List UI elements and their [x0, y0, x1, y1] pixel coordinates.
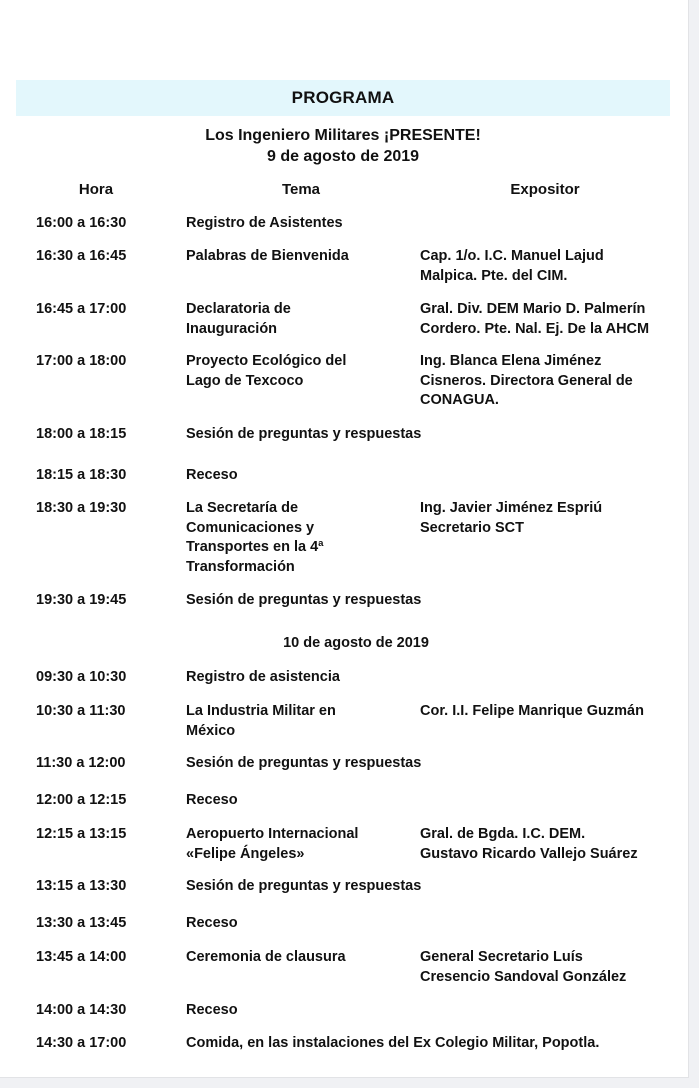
row-tema: Receso	[186, 792, 238, 808]
program-title: PROGRAMA	[16, 80, 670, 116]
row-tema: Ceremonia de clausura	[186, 949, 346, 965]
row-expositor: General Secretario Luís Cresencio Sandoval González	[420, 949, 627, 985]
row-tema: Registro de Asistentes	[186, 215, 343, 231]
row-hora: 13:45 a 14:00	[36, 949, 127, 965]
row-tema: Receso	[186, 467, 238, 483]
row-hora: 19:30 a 19:45	[36, 592, 127, 608]
row-hora: 18:30 a 19:30	[36, 500, 127, 516]
header-hora: Hora	[78, 181, 114, 198]
row-hora: 12:00 a 12:15	[36, 792, 127, 808]
header-expositor: Expositor	[510, 181, 580, 198]
row-hora: 17:00 a 18:00	[36, 353, 127, 369]
row-hora: 16:45 a 17:00	[36, 301, 127, 317]
row-tema: Receso	[186, 915, 238, 931]
row-tema: Sesión de preguntas y respuestas	[186, 755, 422, 771]
row-expositor: Gral. de Bgda. I.C. DEM. Gustavo Ricardo Vallejo Suárez	[420, 826, 638, 862]
row-tema: Receso	[186, 1002, 238, 1018]
day2-date: 10 de agosto de 2019	[283, 635, 429, 651]
row-tema: Declaratoria de Inauguración	[186, 301, 291, 337]
row-hora: 16:00 a 16:30	[36, 215, 127, 231]
row-hora: 10:30 a 11:30	[36, 703, 126, 719]
row-expositor: Ing. Blanca Elena Jiménez Cisneros. Directora General de CONAGUA.	[420, 353, 633, 408]
row-hora: 12:15 a 13:15	[36, 826, 127, 842]
row-hora: 09:30 a 10:30	[36, 669, 127, 685]
row-tema: Proyecto Ecológico del Lago de Texcoco	[186, 353, 347, 389]
row-expositor: Gral. Div. DEM Mario D. Palmerín Cordero. Pte. Nal. Ej. De la AHCM	[420, 301, 650, 337]
row-expositor: Cor. I.I. Felipe Manrique Guzmán	[420, 703, 644, 719]
row-tema: Registro de asistencia	[186, 669, 340, 685]
row-hora: 13:30 a 13:45	[36, 915, 127, 931]
day1-date: 9 de agosto de 2019	[266, 148, 420, 165]
row-tema: Comida, en las instalaciones del Ex Colegio Militar, Popotla.	[186, 1035, 600, 1051]
row-hora: 16:30 a 16:45	[36, 248, 127, 264]
row-hora: 18:15 a 18:30	[36, 467, 127, 483]
row-hora: 14:30 a 17:00	[36, 1035, 127, 1051]
row-tema: La Industria Militar en México	[186, 703, 336, 739]
row-hora: 18:00 a 18:15	[36, 426, 127, 442]
row-expositor: Cap. 1/o. I.C. Manuel Lajud Malpica. Pte. del CIM.	[420, 248, 604, 284]
row-tema: Sesión de preguntas y respuestas	[186, 426, 422, 442]
row-tema: Palabras de Bienvenida	[186, 248, 349, 264]
event-name: Los Ingeniero Militares ¡PRESENTE!	[205, 127, 481, 144]
row-hora: 11:30 a 12:00	[36, 755, 126, 771]
header-tema: Tema	[281, 181, 321, 198]
row-tema: La Secretaría de Comunicaciones y Transportes en la 4ª Transformación	[186, 500, 324, 575]
row-tema: Sesión de preguntas y respuestas	[186, 592, 422, 608]
row-hora: 13:15 a 13:30	[36, 878, 127, 894]
row-hora: 14:00 a 14:30	[36, 1002, 127, 1018]
row-tema: Sesión de preguntas y respuestas	[186, 878, 422, 894]
row-tema: Aeropuerto Internacional «Felipe Ángeles»	[186, 826, 359, 862]
row-expositor: Ing. Javier Jiménez Espriú Secretario SCT	[420, 500, 603, 536]
